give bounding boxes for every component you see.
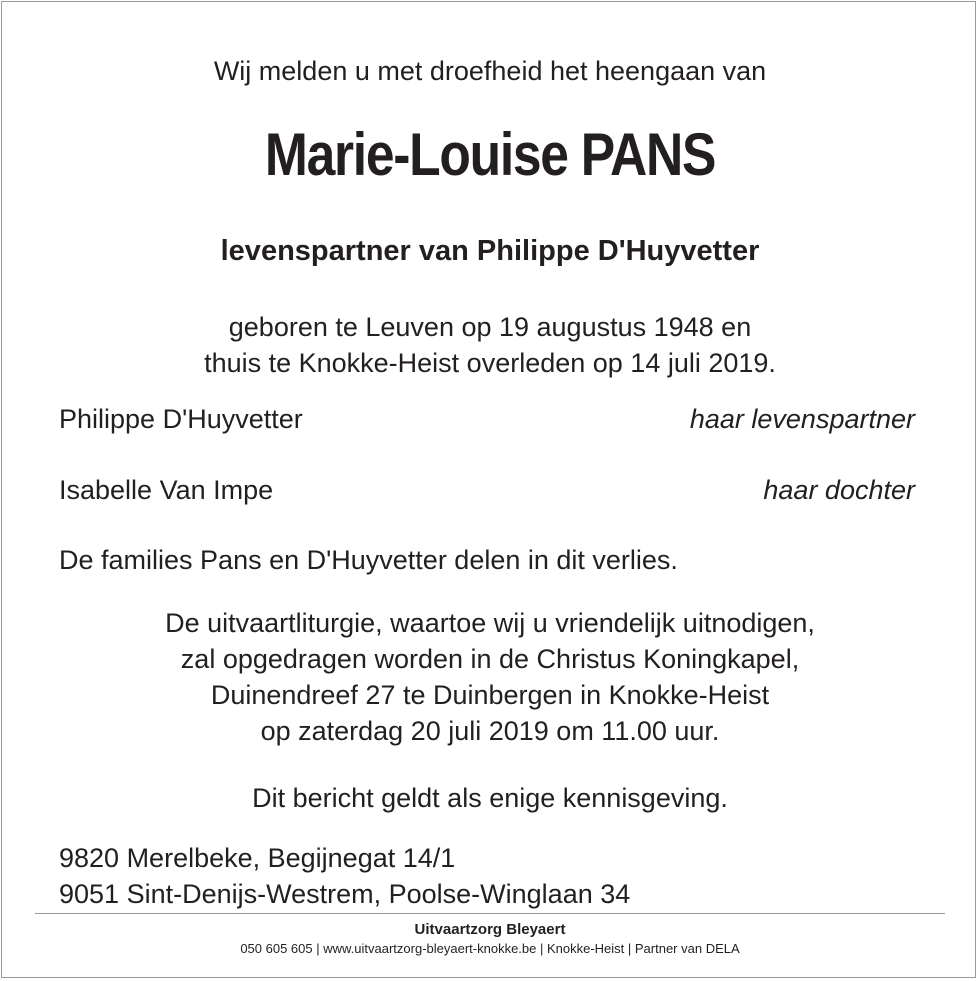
address-line: 9820 Merelbeke, Begijnegat 14/1 bbox=[59, 843, 456, 873]
addresses bbox=[59, 840, 630, 912]
funeral-home-contact: 050 605 605 | www.uitvaartzorg-bleyaert-knokke.be | Knokke-Heist | Partner van DELA bbox=[240, 941, 740, 956]
liturgy-line: De uitvaartliturgie, waartoe wij u vriendelijk uitnodigen, bbox=[165, 608, 815, 638]
bio-line: geboren te Leuven op 19 augustus 1948 en bbox=[228, 312, 752, 342]
intro-text: Wij melden u met droefheid het heengaan van bbox=[213, 56, 767, 86]
notice-line: Dit bericht geldt als enige kennisgeving. bbox=[252, 783, 728, 813]
relative-relation: haar dochter bbox=[763, 475, 915, 505]
liturgy-line: Duinendreef 27 te Duinbergen in Knokke-Heist bbox=[210, 680, 770, 710]
bio-line: thuis te Knokke-Heist overleden op 14 juli 2019. bbox=[204, 348, 776, 378]
relative-name: Isabelle Van Impe bbox=[59, 475, 274, 505]
liturgy-details bbox=[0, 605, 980, 749]
liturgy-line: zal opgedragen worden in de Christus Koningkapel, bbox=[180, 644, 800, 674]
deceased-name: Marie-Louise PANS bbox=[264, 121, 716, 188]
birth-death-details bbox=[0, 309, 980, 381]
address-line: 9051 Sint-Denijs-Westrem, Poolse-Winglaan 34 bbox=[59, 879, 631, 909]
families-line: De families Pans en D'Huyvetter delen in dit verlies. bbox=[59, 545, 678, 575]
footer-divider bbox=[35, 913, 945, 914]
relative-name: Philippe D'Huyvetter bbox=[59, 404, 303, 434]
funeral-home-name: Uitvaartzorg Bleyaert bbox=[414, 921, 566, 938]
partner-line: levenspartner van Philippe D'Huyvetter bbox=[220, 235, 760, 267]
liturgy-line: op zaterdag 20 juli 2019 om 11.00 uur. bbox=[260, 716, 720, 746]
relative-relation: haar levenspartner bbox=[689, 404, 915, 434]
